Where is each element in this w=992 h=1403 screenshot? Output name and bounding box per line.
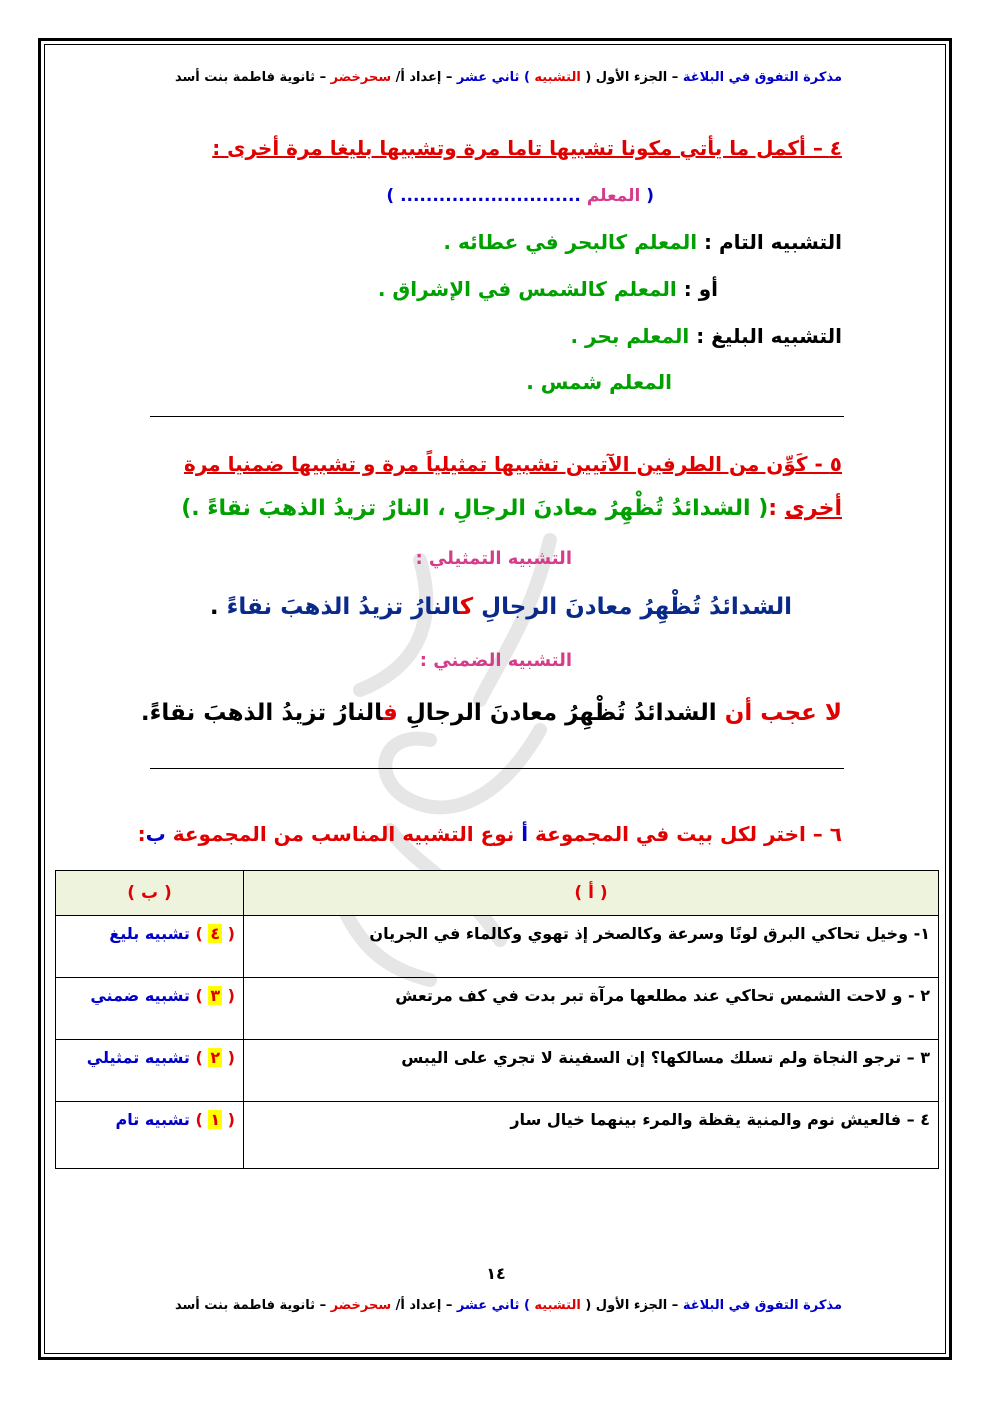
table-row [56, 916, 939, 978]
q5-title: ٥ - كَوِّن من الطرفين الآتيين تشبيها تمثيلياً مرة و تشبيها ضمنيا مرة [184, 452, 842, 476]
answer-cell: ( ٢ ) تشبيه تمثيلي [56, 1040, 244, 1102]
column-a-header: ( أ ) [244, 871, 939, 916]
page-number: ١٤ [486, 1264, 506, 1283]
table-row [56, 1040, 939, 1102]
column-b-header: ( ب ) [56, 871, 244, 916]
q4-prompt: ( المعلم ............................ ) [386, 186, 654, 206]
q5-dimni-label: التشبيه الضمني : [419, 650, 572, 671]
answer-cell: ( ١ ) تشبيه تام [56, 1102, 244, 1169]
q6-title: ٦ – اختر لكل بيت في المجموعة أ نوع التشبيه المناسب من المجموعة ب: [137, 822, 842, 846]
page-header-bottom: مذكرة التفوق في البلاغة – الجزء الأول ( التشبيه ) ثاني عشر – إعداد أ/ سحرخضر – ثانوية فاطمة بنت أسد [174, 1298, 842, 1313]
q5-given-line: أخرى :( الشدائدُ تُظْهِرُ معادنَ الرجالِ ، النارُ تزيدُ الذهبَ نقاءً .) [181, 496, 842, 521]
answer-cell: ( ٤ ) تشبيه بليغ [56, 916, 244, 978]
q4-brief-answer2: المعلم شمس . [526, 370, 672, 394]
table-row [56, 1102, 939, 1169]
q4-full-line: التشبيه التام : المعلم كالبحر في عطائه . [443, 230, 842, 254]
divider-2 [150, 768, 844, 769]
q4-title: ٤ – أكمل ما يأتي مكونا تشبيها تاما مرة وتشبيها بليغا مرة أخرى : [212, 136, 842, 160]
q5-tamthili-sentence: الشدائدُ تُظْهِرُ معادنَ الرجالِ كالنارُ تزيدُ الذهبَ نقاءً . [209, 594, 792, 620]
matching-table [55, 870, 939, 1169]
verse-cell: ٤ – فالعيش نوم والمنية يقظة والمرء بينهما خيال سار [244, 1102, 939, 1169]
divider-1 [150, 416, 844, 417]
answer-cell: ( ٣ ) تشبيه ضمني [56, 978, 244, 1040]
verse-cell: ٢ - و لاحت الشمس تحاكي عند مطلعها مرآة تبر بدت في كف مرتعش [244, 978, 939, 1040]
q4-brief-line: التشبيه البليغ : المعلم بحر . [570, 324, 842, 348]
q5-tamthili-label: التشبيه التمثيلي : [415, 548, 572, 569]
q4-or-line: أو : المعلم كالشمس في الإشراق . [377, 277, 718, 301]
table-row [56, 978, 939, 1040]
q5-dimni-sentence: لا عجب أن الشدائدُ تُظْهِرُ معادنَ الرجالِ فالنارُ تزيدُ الذهبَ نقاءً. [140, 700, 842, 726]
verse-cell: ١- وخيل تحاكي البرق لونًا وسرعة وكالصخر إذ تهوي وكالماء في الجريان [244, 916, 939, 978]
table-header-row [56, 871, 939, 916]
verse-cell: ٣ – ترجو النجاة ولم تسلك مسالكها؟ إن السفينة لا تجري على اليبس [244, 1040, 939, 1102]
page-header-top: مذكرة التفوق في البلاغة – الجزء الأول ( التشبيه ) ثاني عشر – إعداد أ/ سحرخضر – ثانوية فاطمة بنت أسد [174, 70, 842, 85]
